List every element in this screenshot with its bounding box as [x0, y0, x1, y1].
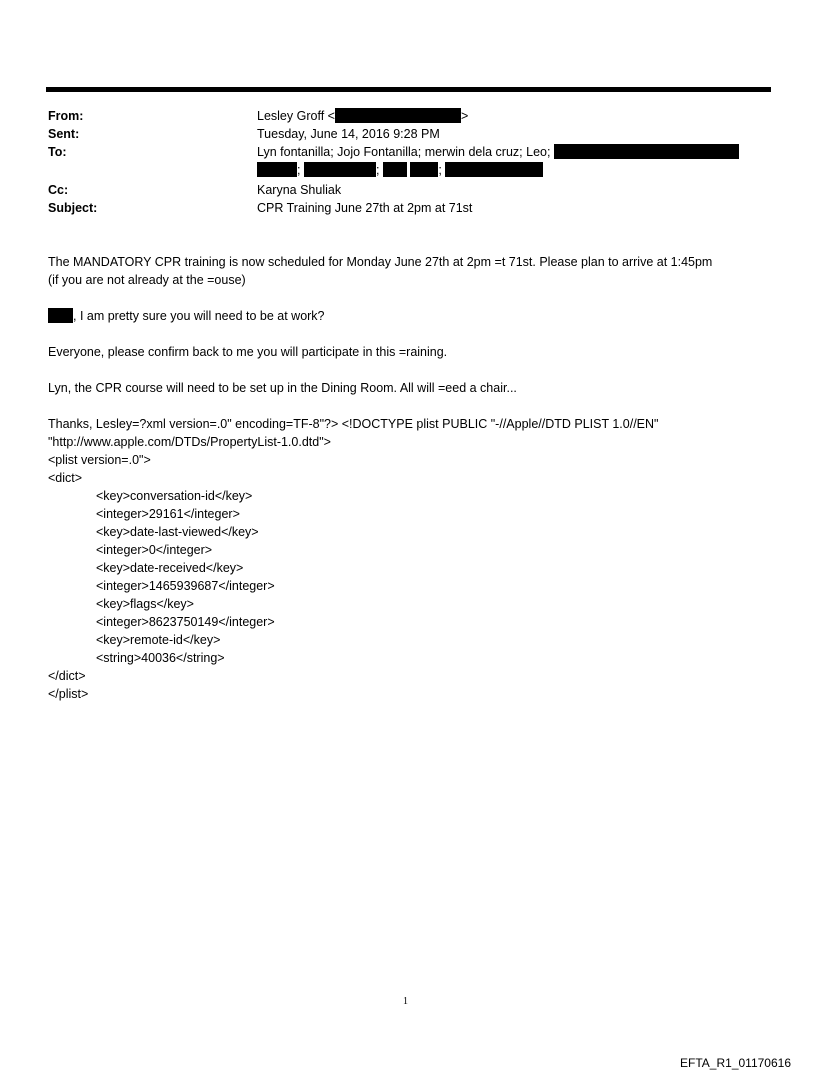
redaction-box	[445, 162, 543, 177]
cc-value: Karyna Shuliak	[257, 183, 342, 197]
plist-line: <key>conversation-id</key>	[96, 489, 253, 503]
redaction-box	[410, 162, 438, 177]
subject-label: Subject:	[48, 201, 98, 215]
subject-value: CPR Training June 27th at 2pm at 71st	[257, 201, 473, 215]
body-line-8: <plist version=.0">	[48, 453, 151, 467]
header-rule	[46, 87, 771, 92]
plist-line: <integer>1465939687</integer>	[96, 579, 275, 593]
plist-line: <integer>8623750149</integer>	[96, 615, 275, 629]
body-line-4: Everyone, please confirm back to me you will participate in this =raining.	[48, 345, 448, 359]
body-line-3-text: , I am pretty sure you will need to be at work?	[73, 309, 325, 323]
redaction-box	[554, 144, 739, 159]
cc-label: Cc:	[48, 183, 69, 197]
from-value	[257, 107, 468, 125]
redaction-box	[383, 162, 407, 177]
close-dict: </dict>	[48, 669, 86, 683]
plist-line: <key>date-last-viewed</key>	[96, 525, 259, 539]
to-value-redacted-line: ; ; ;	[257, 161, 543, 179]
to-value	[257, 143, 739, 161]
body-line-7: "http://www.apple.com/DTDs/PropertyList-1.0.dtd">	[48, 435, 331, 449]
sent-value: Tuesday, June 14, 2016 9:28 PM	[257, 127, 440, 141]
from-close: >	[460, 109, 469, 123]
redaction-box	[335, 108, 461, 123]
document-id: EFTA_R1_01170616	[680, 1056, 791, 1070]
plist-line: <key>flags</key>	[96, 597, 194, 611]
body-line-5: Lyn, the CPR course will need to be set up in the Dining Room. All will =eed a chair...	[48, 381, 517, 395]
plist-line: <integer>0</integer>	[96, 543, 213, 557]
redaction-box	[257, 162, 297, 177]
to-label: To:	[48, 145, 67, 159]
to-recipients: Lyn fontanilla; Jojo Fontanilla; merwin dela cruz; Leo;	[257, 145, 551, 159]
body-line-3	[48, 307, 325, 325]
from-label: From:	[48, 109, 84, 123]
body-line-2: (if you are not already at the =ouse)	[48, 273, 246, 287]
sent-label: Sent:	[48, 127, 80, 141]
body-line-1: The MANDATORY CPR training is now scheduled for Monday June 27th at 2pm =t 71st. Please plan to arrive at 1:45pm	[48, 255, 713, 269]
close-plist: </plist>	[48, 687, 89, 701]
plist-line: <string>40036</string>	[96, 651, 225, 665]
body-line-9: <dict>	[48, 471, 83, 485]
redaction-box	[304, 162, 376, 177]
plist-line: <integer>29161</integer>	[96, 507, 240, 521]
page-number: 1	[403, 996, 408, 1007]
from-name: Lesley Groff <	[257, 109, 335, 123]
body-line-6: Thanks, Lesley=?xml version=.0" encoding=TF-8"?> <!DOCTYPE plist PUBLIC "-//Apple//DTD PLIST 1.0//EN"	[48, 417, 659, 431]
redaction-box	[48, 308, 73, 323]
plist-line: <key>date-received</key>	[96, 561, 244, 575]
plist-line: <key>remote-id</key>	[96, 633, 221, 647]
